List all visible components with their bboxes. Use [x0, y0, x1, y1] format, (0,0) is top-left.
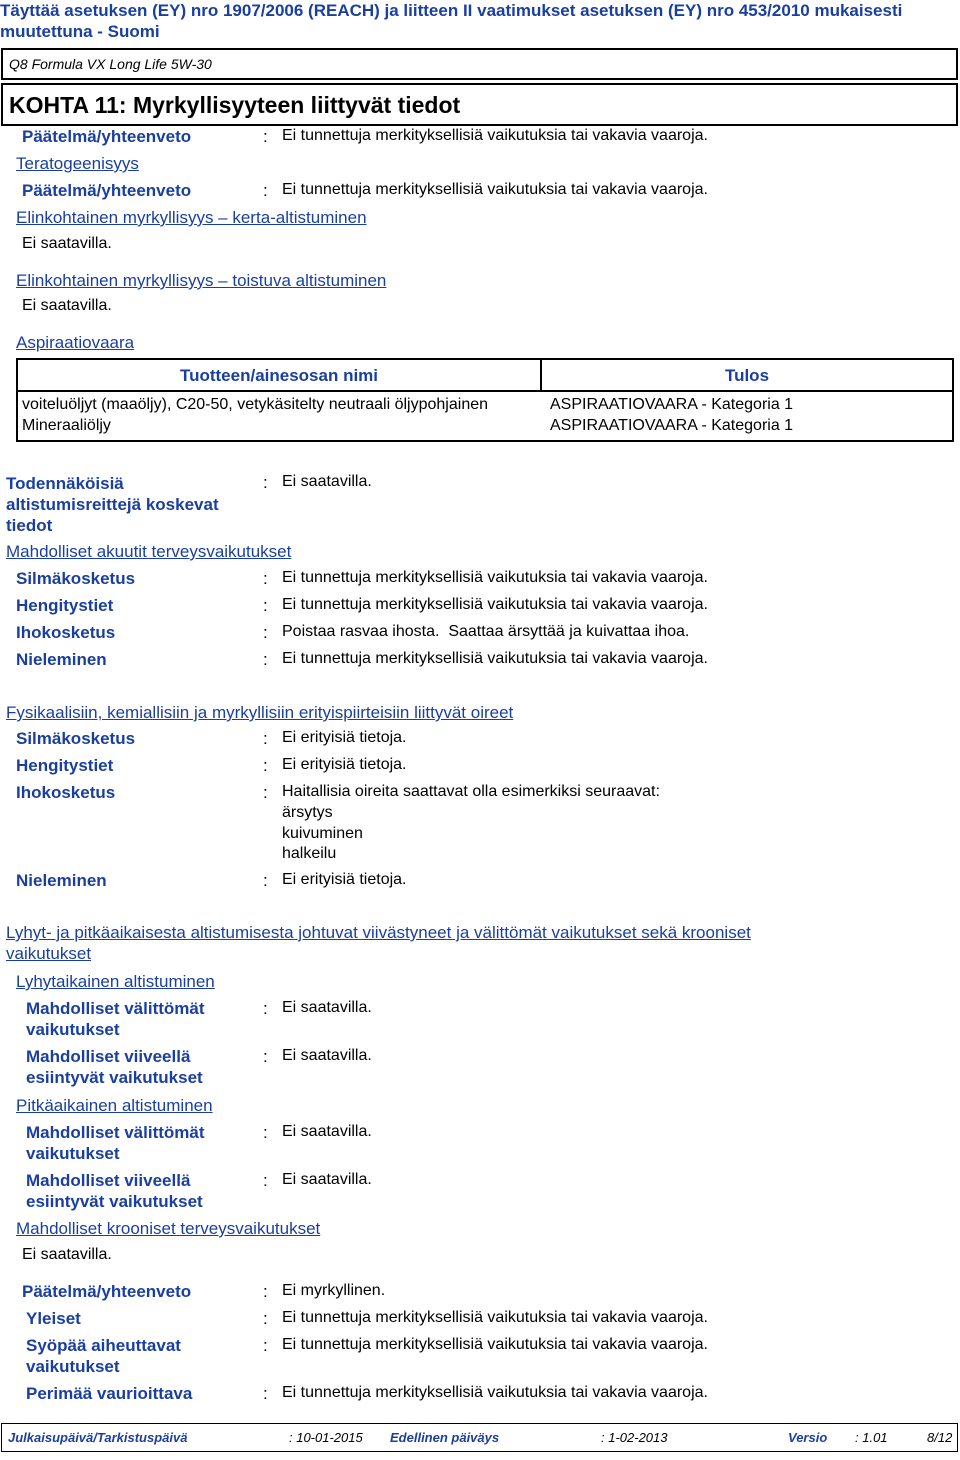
colon: :: [263, 783, 268, 802]
table-cell-product: Mineraaliöljy: [22, 417, 111, 434]
footer: [1, 1423, 958, 1452]
long-delayed-label-1: Mahdolliset viiveellä: [26, 1171, 191, 1190]
short-term-heading: Lyhytaikainen altistuminen: [16, 972, 215, 991]
colon: :: [263, 181, 268, 200]
symptom-list-item: ärsytys: [282, 804, 333, 821]
acute-skin-label: Ihokosketus: [16, 623, 116, 642]
symptoms-skin-value: Haitallisia oireita saattavat olla esimerkiksi seuraavat:: [282, 783, 660, 800]
table-cell-product: voiteluöljyt (maaöljy), C20-50, vetykäsitelty neutraali öljypohjainen: [22, 396, 489, 413]
acute-ingestion-label: Nieleminen: [16, 650, 107, 669]
symptoms-ingestion-value: Ei erityisiä tietoja.: [282, 871, 407, 888]
chronic-general-label: Yleiset: [26, 1309, 81, 1328]
colon: :: [263, 1336, 268, 1355]
symptoms-skin-label: Ihokosketus: [16, 783, 116, 802]
stot-single-value: Ei saatavilla.: [22, 235, 112, 252]
symptoms-eye-label: Silmäkosketus: [16, 729, 136, 748]
chronic-heading: Mahdolliset krooniset terveysvaikutukset: [16, 1219, 321, 1238]
colon: :: [263, 473, 268, 492]
long-delayed-label-2: esiintyvät vaikutukset: [26, 1192, 203, 1211]
symptoms-eye-value: Ei erityisiä tietoja.: [282, 729, 407, 746]
colon: :: [263, 1384, 268, 1403]
colon: :: [263, 1282, 268, 1301]
exposure-routes-label-2: altistumisreittejä koskevat: [6, 495, 219, 514]
footer-version-label: Versio: [788, 1430, 828, 1445]
symptom-list-item: halkeilu: [282, 845, 337, 862]
colon: :: [263, 127, 268, 146]
delayed-effects-heading-2: vaikutukset: [6, 944, 92, 963]
chronic-mutagenicity-value: Ei tunnettuja merkityksellisiä vaikutuksia tai vakavia vaaroja.: [282, 1384, 708, 1401]
footer-previous-label: Edellinen päiväys: [390, 1430, 500, 1445]
table-header-product-cell: [16, 358, 542, 392]
teratogenicity-conclusion-value: Ei tunnettuja merkityksellisiä vaikutuksia tai vakavia vaaroja.: [282, 181, 708, 198]
section-title-box: [1, 83, 958, 126]
teratogenicity-heading: Teratogeenisyys: [16, 154, 139, 173]
colon: :: [263, 729, 268, 748]
product-name-box: [1, 48, 958, 80]
short-immediate-value: Ei saatavilla.: [282, 999, 372, 1016]
footer-publication-label: Julkaisupäivä/Tarkistuspäivä: [8, 1430, 188, 1445]
stot-repeated-value: Ei saatavilla.: [22, 297, 112, 314]
long-immediate-value: Ei saatavilla.: [282, 1123, 372, 1140]
exposure-routes-label-3: tiedot: [6, 516, 53, 535]
stot-single-heading: Elinkohtainen myrkyllisyys – kerta-altistuminen: [16, 208, 367, 227]
footer-page-number: 8/12: [927, 1430, 953, 1445]
colon: :: [263, 569, 268, 588]
table-cell-result: ASPIRAATIOVAARA - Kategoria 1: [550, 396, 794, 413]
short-immediate-label-1: Mahdolliset välittömät: [26, 999, 205, 1018]
aspiration-table: [16, 358, 954, 442]
long-immediate-label-1: Mahdolliset välittömät: [26, 1123, 205, 1142]
table-header-result-cell: [540, 358, 954, 392]
footer-previous-value: : 1-02-2013: [601, 1430, 668, 1445]
product-name: Q8 Formula VX Long Life 5W-30: [9, 56, 212, 72]
short-delayed-label-2: esiintyvät vaikutukset: [26, 1068, 203, 1087]
exposure-routes-label-1: Todennäköisiä: [6, 474, 124, 493]
chronic-carcinogenicity-label-1: Syöpää aiheuttavat: [26, 1336, 181, 1355]
symptoms-ingestion-label: Nieleminen: [16, 871, 107, 890]
table-header-result: Tulos: [724, 366, 770, 385]
acute-eye-label: Silmäkosketus: [16, 569, 136, 588]
long-immediate-label-2: vaikutukset: [26, 1144, 120, 1163]
symptoms-inhalation-value: Ei erityisiä tietoja.: [282, 756, 407, 773]
conclusion-label: Päätelmä/yhteenveto: [22, 127, 192, 146]
regulation-line-1: Täyttää asetuksen (EY) nro 1907/2006 (REACH) ja liitteen II vaatimukset asetuksen (EY) nro 453/2010 mukaisesti: [0, 1, 903, 20]
colon: :: [263, 596, 268, 615]
long-delayed-value: Ei saatavilla.: [282, 1171, 372, 1188]
symptoms-heading: Fysikaalisiin, kemiallisiin ja myrkyllisiin erityispiirteisiin liittyvät oireet: [6, 703, 514, 722]
conclusion-value: Ei tunnettuja merkityksellisiä vaikutuksia tai vakavia vaaroja.: [282, 127, 708, 144]
long-term-heading: Pitkäaikainen altistuminen: [16, 1096, 213, 1115]
aspiration-heading: Aspiraatiovaara: [16, 333, 135, 352]
table-header-product: Tuotteen/ainesosan nimi: [179, 366, 379, 385]
short-immediate-label-2: vaikutukset: [26, 1020, 120, 1039]
chronic-general-value: Ei tunnettuja merkityksellisiä vaikutuksia tai vakavia vaaroja.: [282, 1309, 708, 1326]
colon: :: [263, 623, 268, 642]
regulation-line-2: muutettuna - Suomi: [0, 22, 160, 41]
footer-publication-value: : 10-01-2015: [289, 1430, 363, 1445]
acute-effects-heading: Mahdolliset akuutit terveysvaikutukset: [6, 542, 292, 561]
short-delayed-value: Ei saatavilla.: [282, 1047, 372, 1064]
footer-version-value: : 1.01: [855, 1430, 888, 1445]
table-body: [16, 390, 954, 442]
delayed-effects-heading-1: Lyhyt- ja pitkäaikaisesta altistumisesta johtuvat viivästyneet ja välittömät vaikutukset sekä krooniset: [6, 923, 751, 942]
colon: :: [263, 1047, 268, 1066]
chronic-conclusion-label: Päätelmä/yhteenveto: [22, 1282, 192, 1301]
symptom-list-item: kuivuminen: [282, 825, 363, 842]
chronic-value: Ei saatavilla.: [22, 1246, 112, 1263]
table-cell-result: ASPIRAATIOVAARA - Kategoria 1: [550, 417, 794, 434]
acute-skin-value: Poistaa rasvaa ihosta. Saattaa ärsyttää ja kuivattaa ihoa.: [282, 623, 690, 640]
colon: :: [263, 1309, 268, 1328]
acute-ingestion-value: Ei tunnettuja merkityksellisiä vaikutuksia tai vakavia vaaroja.: [282, 650, 708, 667]
acute-eye-value: Ei tunnettuja merkityksellisiä vaikutuksia tai vakavia vaaroja.: [282, 569, 708, 586]
colon: :: [263, 756, 268, 775]
chronic-carcinogenicity-value: Ei tunnettuja merkityksellisiä vaikutuksia tai vakavia vaaroja.: [282, 1336, 708, 1353]
section-title: KOHTA 11: Myrkyllisyyteen liittyvät tiedot: [9, 92, 461, 118]
acute-inhalation-label: Hengitystiet: [16, 596, 114, 615]
exposure-routes-value: Ei saatavilla.: [282, 473, 372, 490]
chronic-carcinogenicity-label-2: vaikutukset: [26, 1357, 120, 1376]
colon: :: [263, 1123, 268, 1142]
stot-repeated-heading: Elinkohtainen myrkyllisyys – toistuva altistuminen: [16, 271, 387, 290]
chronic-mutagenicity-label: Perimää vaurioittava: [26, 1384, 193, 1403]
colon: :: [263, 650, 268, 669]
short-delayed-label-1: Mahdolliset viiveellä: [26, 1047, 191, 1066]
colon: :: [263, 871, 268, 890]
chronic-conclusion-value: Ei myrkyllinen.: [282, 1282, 386, 1299]
acute-inhalation-value: Ei tunnettuja merkityksellisiä vaikutuksia tai vakavia vaaroja.: [282, 596, 708, 613]
colon: :: [263, 1171, 268, 1190]
colon: :: [263, 999, 268, 1018]
teratogenicity-conclusion-label: Päätelmä/yhteenveto: [22, 181, 192, 200]
symptoms-inhalation-label: Hengitystiet: [16, 756, 114, 775]
